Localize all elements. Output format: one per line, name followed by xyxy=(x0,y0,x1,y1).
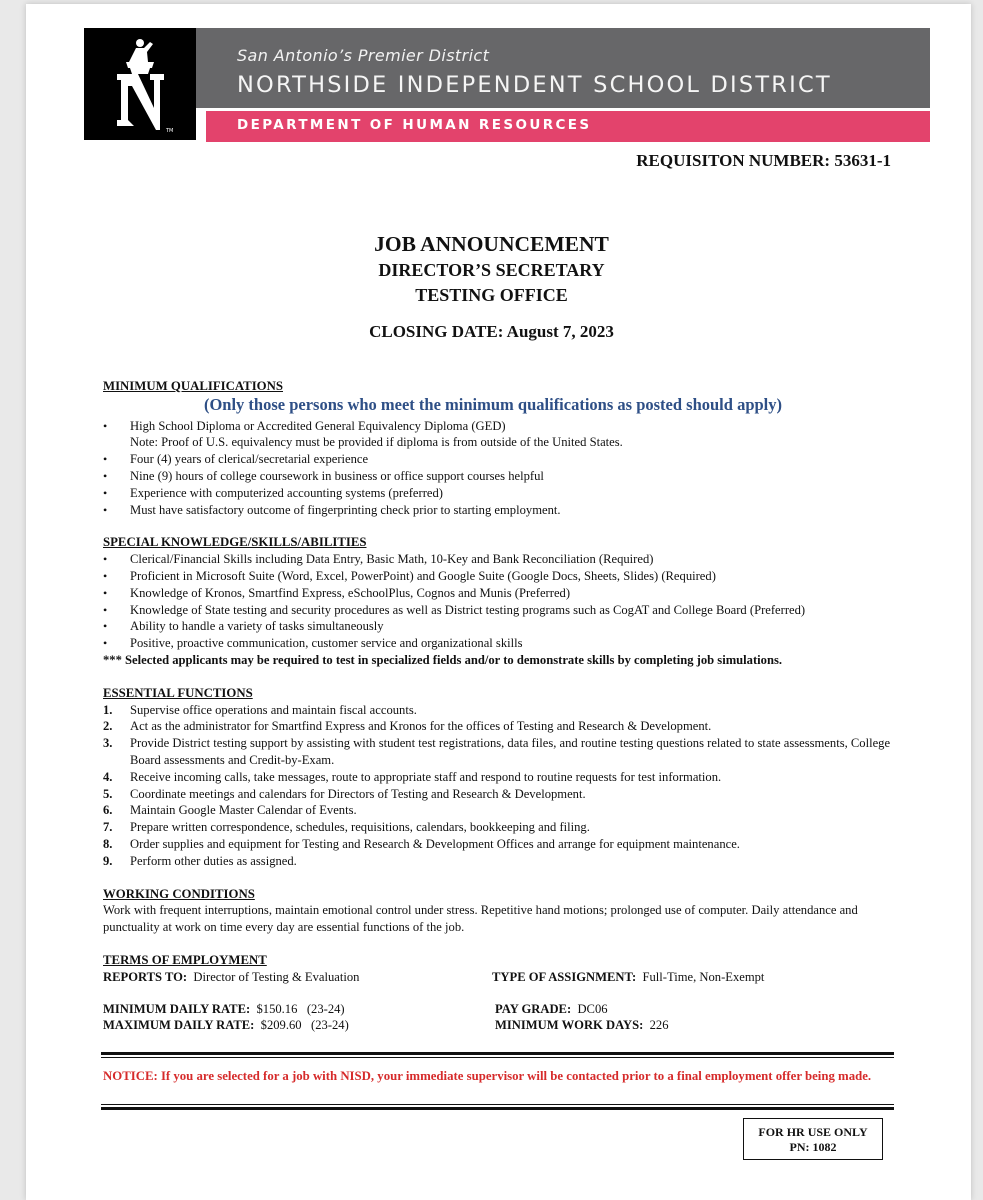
pay-grade xyxy=(495,1001,608,1018)
skills-list xyxy=(103,551,903,652)
announcement-title: JOB ANNOUNCEMENT xyxy=(374,232,609,256)
list-item-text: Knowledge of State testing and security procedures as well as District testing programs such as CogAT and College Board (Preferred) xyxy=(130,602,806,617)
pay-grade-label: PAY GRADE: xyxy=(495,1001,572,1016)
list-item xyxy=(103,853,903,870)
reports-to-label: REPORTS TO: xyxy=(103,969,188,984)
list-item-text: Act as the administrator for Smartfind Express and Kronos for the offices of Testing and Research & Development. xyxy=(130,719,712,734)
terms-block xyxy=(103,969,903,1039)
reports-to xyxy=(103,969,359,986)
list-item-text: Positive, proactive communication, customer service and organizational skills xyxy=(130,636,523,651)
notice-top-rule-thin xyxy=(101,1057,894,1058)
position-number: PN: 1082 xyxy=(789,1139,837,1154)
min-qualifications-list-cont xyxy=(103,451,903,518)
office-title: TESTING OFFICE xyxy=(415,285,568,305)
list-item-text: High School Diploma or Accredited General Equivalency Diploma (GED) xyxy=(130,418,506,433)
list-item-text: Prepare written correspondence, schedules, requisitions, calendars, bookkeeping and filing. xyxy=(130,820,590,835)
list-item xyxy=(103,568,903,585)
item-number: 9. xyxy=(103,853,113,868)
list-item xyxy=(103,769,903,786)
list-item xyxy=(103,468,903,485)
closing-date: CLOSING DATE: August 7, 2023 xyxy=(369,322,614,341)
item-number: 1. xyxy=(103,702,113,717)
list-item xyxy=(103,451,903,468)
min-daily-rate-label: MINIMUM DAILY RATE: xyxy=(103,1001,251,1016)
diploma-note: Note: Proof of U.S. equivalency must be provided if diploma is from outside of the United States. xyxy=(130,435,623,450)
max-daily-rate-value: $209.60 (23-24) xyxy=(260,1017,349,1032)
max-daily-rate xyxy=(103,1017,349,1034)
document-body xyxy=(103,378,903,1039)
list-item xyxy=(103,602,903,619)
list-item-text: Receive incoming calls, take messages, route to appropriate staff and respond to routine requests for test information. xyxy=(130,769,722,784)
list-item xyxy=(103,735,903,769)
apply-note: (Only those persons who meet the minimum qualifications as posted should apply) xyxy=(203,394,783,414)
skills-heading: SPECIAL KNOWLEDGE/SKILLS/ABILITIES xyxy=(103,535,367,550)
notice-bottom-rule xyxy=(101,1107,894,1110)
working-conditions-text: Work with frequent interruptions, maintain emotional control under stress. Repetitive hand motions; prolonged use of computer. Daily attendance and punctuality at work on time every day are essential functions of the job. xyxy=(103,903,858,935)
terms-heading: TERMS OF EMPLOYMENT xyxy=(103,952,267,967)
department-name: DEPARTMENT OF HUMAN RESOURCES xyxy=(237,117,592,133)
list-item-text: Order supplies and equipment for Testing and Research & Development Offices and arrange for equipment maintenance. xyxy=(130,836,740,851)
list-item xyxy=(103,551,903,568)
list-item-text: Coordinate meetings and calendars for Directors of Testing and Research & Development. xyxy=(130,786,586,801)
assignment-type-label: TYPE OF ASSIGNMENT: xyxy=(492,969,637,984)
list-item xyxy=(103,819,903,836)
list-item-text: Perform other duties as assigned. xyxy=(130,853,297,868)
list-item xyxy=(103,585,903,602)
list-item xyxy=(103,635,903,652)
item-number: 7. xyxy=(103,820,113,835)
list-item-text: Four (4) years of clerical/secretarial experience xyxy=(130,452,369,467)
district-logo xyxy=(84,28,196,140)
assignment-type xyxy=(492,969,764,986)
min-qualifications-list xyxy=(103,418,903,435)
notice-top-rule xyxy=(101,1052,894,1055)
nisd-n-torch-logo-icon xyxy=(84,28,196,140)
list-item-text: Maintain Google Master Calendar of Events. xyxy=(130,803,357,818)
district-tagline: San Antonio’s Premier District xyxy=(237,46,490,65)
item-number: 8. xyxy=(103,836,113,851)
min-daily-rate xyxy=(103,1001,345,1018)
list-item-text: Ability to handle a variety of tasks simultaneously xyxy=(130,619,384,634)
list-item xyxy=(103,802,903,819)
reports-to-value: Director of Testing & Evaluation xyxy=(193,969,360,984)
item-number: 5. xyxy=(103,786,113,801)
functions-list xyxy=(103,702,903,870)
min-work-days xyxy=(495,1017,669,1034)
pay-grade-value: DC06 xyxy=(577,1001,608,1016)
min-daily-rate-value: $150.16 (23-24) xyxy=(256,1001,345,1016)
list-item xyxy=(103,836,903,853)
item-number: 4. xyxy=(103,769,113,784)
list-item xyxy=(103,786,903,803)
hr-use-label: FOR HR USE ONLY xyxy=(758,1125,868,1139)
position-title: DIRECTOR’S SECRETARY xyxy=(378,260,605,280)
list-item xyxy=(103,702,903,719)
list-item-text: Knowledge of Kronos, Smartfind Express, eSchoolPlus, Cognos and Munis (Preferred) xyxy=(130,585,571,600)
notice-text: NOTICE: If you are selected for a job with NISD, your immediate supervisor will be contacted prior to a final employment offer being made. xyxy=(103,1069,872,1083)
item-number: 2. xyxy=(103,719,113,734)
svg-text:TM: TM xyxy=(166,128,174,134)
district-name: NORTHSIDE INDEPENDENT SCHOOL DISTRICT xyxy=(237,72,832,98)
hr-use-box xyxy=(743,1118,883,1160)
list-item xyxy=(103,718,903,735)
list-item-text: Must have satisfactory outcome of fingerprinting check prior to starting employment. xyxy=(130,502,561,517)
list-item-text: Nine (9) hours of college coursework in business or office support courses helpful xyxy=(130,468,544,483)
list-item xyxy=(103,618,903,635)
list-item-text: Experience with computerized accounting systems (preferred) xyxy=(130,485,443,500)
min-work-days-value: 226 xyxy=(649,1017,669,1032)
assignment-type-value: Full-Time, Non-Exempt xyxy=(642,969,765,984)
min-qualifications-heading: MINIMUM QUALIFICATIONS xyxy=(103,379,283,393)
list-item-text: Clerical/Financial Skills including Data Entry, Basic Math, 10-Key and Bank Reconciliation (Required) xyxy=(130,552,654,567)
list-item xyxy=(103,485,903,502)
max-daily-rate-label: MAXIMUM DAILY RATE: xyxy=(103,1017,255,1032)
list-item xyxy=(103,502,903,519)
notice-bottom-rule-thin xyxy=(101,1104,894,1105)
list-item xyxy=(103,418,903,435)
working-conditions-heading: WORKING CONDITIONS xyxy=(103,886,255,901)
item-number: 6. xyxy=(103,803,113,818)
min-work-days-label: MINIMUM WORK DAYS: xyxy=(495,1017,644,1032)
functions-heading: ESSENTIAL FUNCTIONS xyxy=(103,685,253,700)
requisition-number: REQUISITON NUMBER: 53631-1 xyxy=(636,151,891,170)
list-item-text: Provide District testing support by assisting with student test registrations, data files, and routine testing questions related to state assessments, College Board assessments and Credit-by-Exam. xyxy=(130,736,891,767)
list-item-text: Proficient in Microsoft Suite (Word, Excel, PowerPoint) and Google Suite (Google Docs, Sheets, Slides) (Required) xyxy=(130,568,716,583)
list-item-text: Supervise office operations and maintain fiscal accounts. xyxy=(130,702,417,717)
item-number: 3. xyxy=(103,736,113,751)
skills-test-note: *** Selected applicants may be required to test in specialized fields and/or to demonstrate skills by completing job simulations. xyxy=(103,652,783,667)
